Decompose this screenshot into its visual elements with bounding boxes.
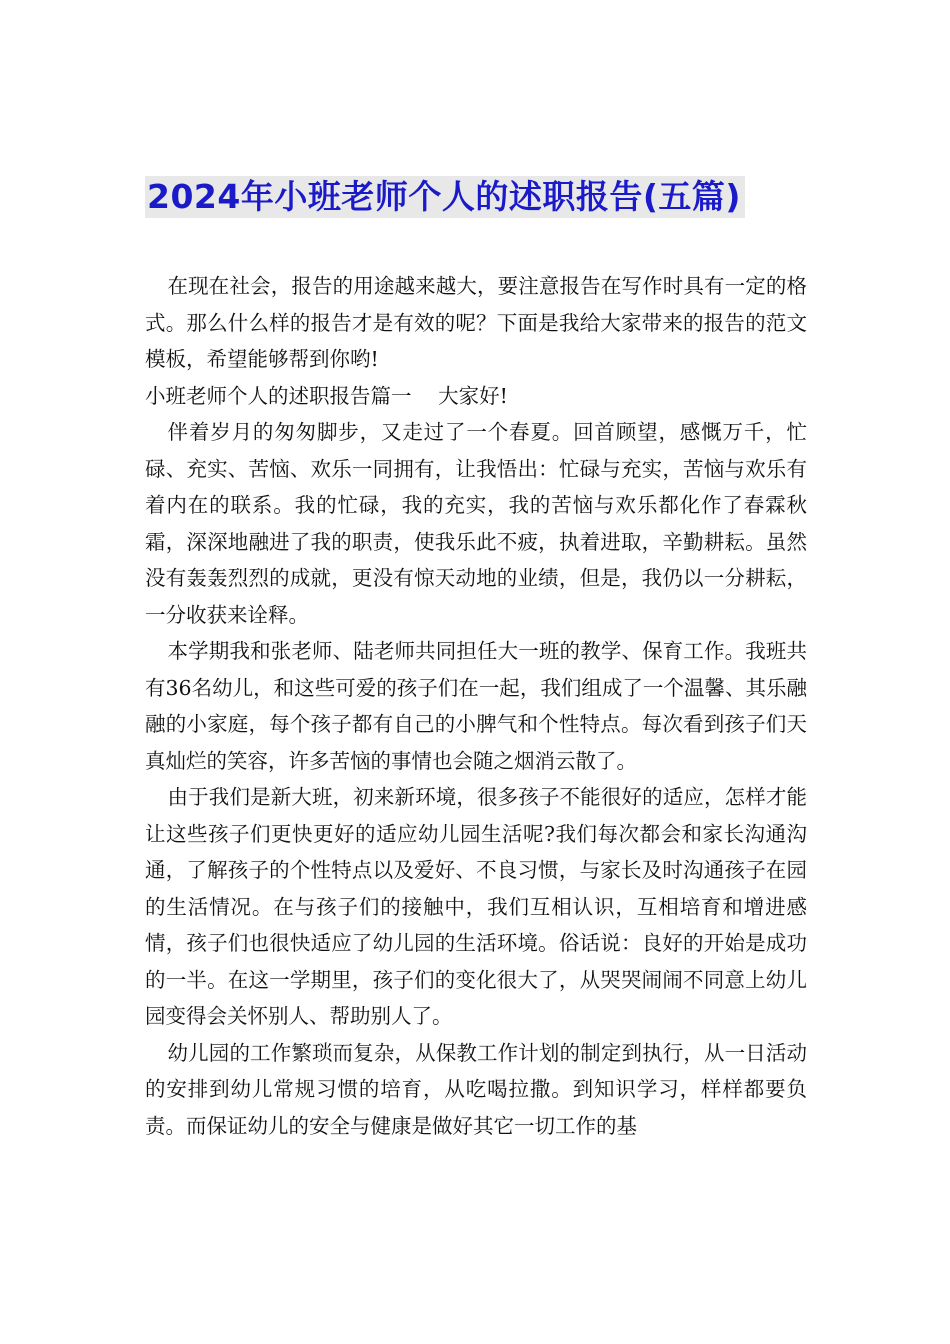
body-paragraph-2: 本学期我和张老师、陆老师共同担任大一班的教学、保育工作。我班共有36名幼儿，和这些可爱的孩子们在一起，我们组成了一个温馨、其乐融融的小家庭，每个孩子都有自己的小脾气和个性特点。每次看到孩子们天真灿烂的笑容，许多苦恼的事情也会随之烟消云散了。 [145, 639, 807, 773]
section-heading: 小班老师个人的述职报告篇一 [145, 383, 412, 408]
intro-paragraph: 在现在社会，报告的用途越来越大，要注意报告在写作时具有一定的格式。那么什么样的报告才是有效的呢？下面是我给大家带来的报告的范文模板，希望能够帮到你哟! [145, 274, 807, 371]
document-body [145, 268, 807, 1144]
document-title: 2024年小班老师个人的述职报告(五篇) [145, 176, 745, 218]
body-paragraph-4: 幼儿园的工作繁琐而复杂，从保教工作计划的制定到执行，从一日活动的安排到幼儿常规习惯的培育，从吃喝拉撒。到知识学习，样样都要负责。而保证幼儿的安全与健康是做好其它一切工作的基 [145, 1040, 807, 1138]
greeting: 大家好! [438, 383, 508, 408]
body-paragraph-3: 由于我们是新大班，初来新环境，很多孩子不能很好的适应，怎样才能让这些孩子们更快更好的适应幼儿园生活呢?我们每次都会和家长沟通沟通，了解孩子的个性特点以及爱好、不良习惯，与家长及时沟通孩子在园的生活情况。在与孩子们的接触中，我们互相认识，互相培育和增进感情，孩子们也很快适应了幼儿园的生活环境。俗话说：良好的开始是成功的一半。在这一学期里，孩子们的变化很大了，从哭哭闹闹不同意上幼儿园变得会关怀别人、帮助别人了。 [145, 785, 807, 1028]
section-heading-line [145, 378, 807, 415]
body-paragraph-1: 伴着岁月的匆匆脚步，又走过了一个春夏。回首顾望，感慨万千，忙碌、充实、苦恼、欢乐一同拥有，让我悟出：忙碌与充实，苦恼与欢乐有着内在的联系。我的忙碌，我的充实，我的苦恼与欢乐都化作了春霖秋霜，深深地融进了我的职责，使我乐此不疲，执着进取，辛勤耕耘。虽然没有轰轰烈烈的成就，更没有惊天动地的业绩，但是，我仍以一分耕耘，一分收获来诠释。 [145, 420, 807, 627]
